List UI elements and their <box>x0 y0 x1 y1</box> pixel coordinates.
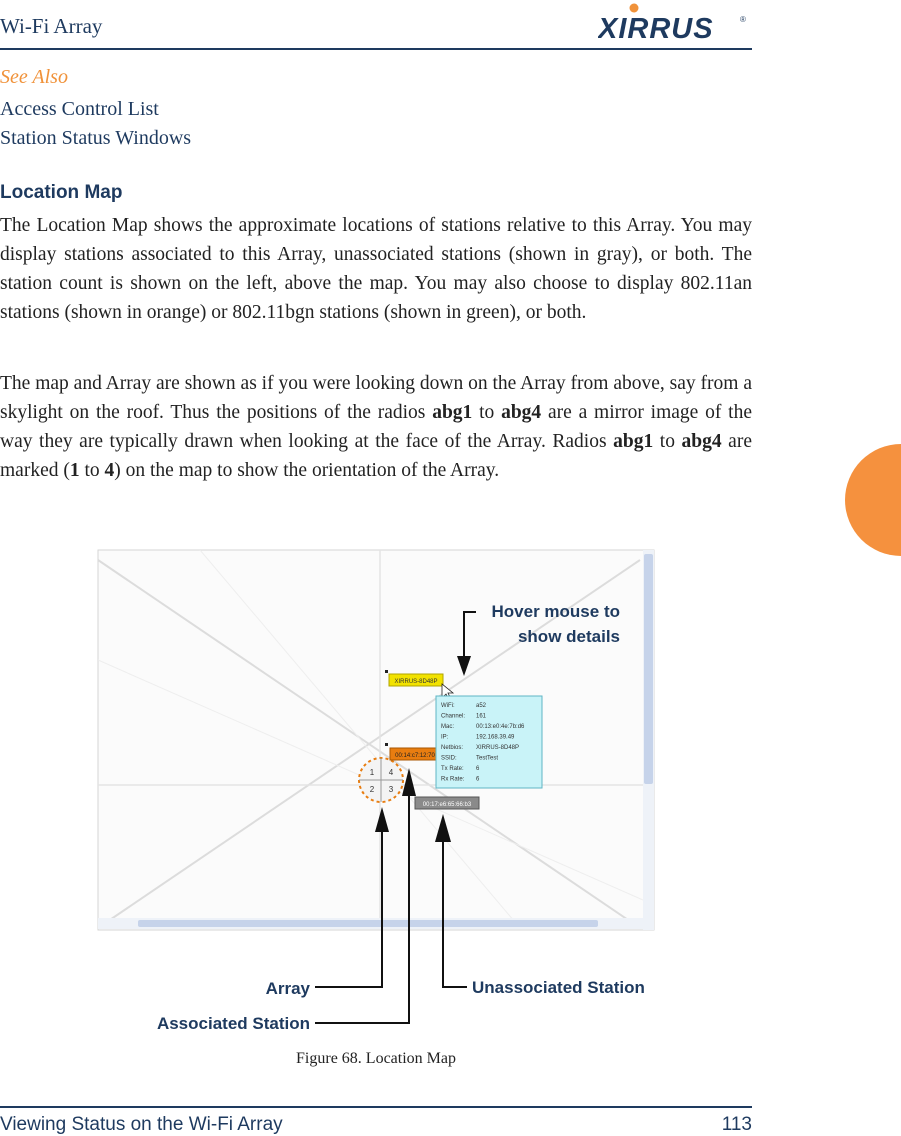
popup-key: WiFi: <box>441 703 455 709</box>
popup-value: TestTest <box>476 755 499 762</box>
bold-term: abg4 <box>681 431 722 452</box>
text-run: The map and Array are shown as if you were looking down on the Array from above, say from a skylight on the roof. Thus the positions of the radios <box>0 373 752 423</box>
logo-text: XIRRUS <box>598 13 714 42</box>
xirrus-logo <box>598 2 748 42</box>
popup-value: a52 <box>476 703 487 709</box>
bold-term: 1 <box>69 460 80 481</box>
array-marker[interactable] <box>359 758 403 802</box>
callout-unassociated: Unassociated Station <box>472 978 645 997</box>
radio-label-4: 4 <box>388 768 394 777</box>
popup-key: SSID: <box>441 755 457 762</box>
text-run: to <box>653 431 682 452</box>
callout-associated: Associated Station <box>156 1014 310 1030</box>
callout-hover-line2: show details <box>517 627 620 646</box>
footer-section-title: Viewing Status on the Wi-Fi Array <box>0 1114 283 1135</box>
section-heading: Location Map <box>0 182 123 203</box>
header-rule <box>0 48 752 50</box>
footer-rule <box>0 1106 752 1108</box>
popup-key: Tx Rate: <box>441 766 464 772</box>
side-tab-marker <box>845 444 901 556</box>
see-also-heading: See Also <box>0 66 68 88</box>
radio-label-1: 1 <box>369 768 375 777</box>
popup-value: 192.168.39.49 <box>476 734 515 741</box>
footer-page-number: 113 <box>721 1114 752 1135</box>
popup-value: 161 <box>476 713 487 720</box>
station-associated-label: 00:14:c7:12:70 <box>395 753 435 759</box>
bold-term: abg4 <box>501 402 542 423</box>
station-unassociated-label: 00:17:e6:65:66:b3 <box>422 802 472 808</box>
bold-term: abg1 <box>613 431 654 452</box>
popup-key: IP: <box>441 734 449 741</box>
body-paragraph-2 <box>0 369 752 485</box>
popup-value: 6 <box>476 776 480 783</box>
popup-value: 00:13:e0:4e:7b:d6 <box>476 724 525 730</box>
text-run: are a mirror image of the way they are typically drawn when looking at the face of the Array. Radios <box>0 402 752 452</box>
text-run: are marked ( <box>0 431 752 481</box>
popup-key: Rx Rate: <box>441 776 465 783</box>
popup-value: 6 <box>476 766 480 772</box>
location-map-figure <box>0 540 760 1030</box>
logo-dot <box>630 4 639 13</box>
popup-key: Channel: <box>441 713 466 720</box>
popup-key: Netbios: <box>441 745 464 751</box>
map-horizontal-scroll-thumb[interactable] <box>138 920 598 927</box>
bold-term: 4 <box>104 460 115 481</box>
callout-array: Array <box>265 979 310 998</box>
popup-key: Mac: <box>441 724 455 730</box>
station-details-popup <box>436 696 542 788</box>
body-paragraph-1 <box>0 211 752 327</box>
station-yellow-label: XIRRUS-8D48P <box>394 679 438 685</box>
radio-label-3: 3 <box>388 785 394 794</box>
text-run: to <box>79 460 105 481</box>
logo-registered: ® <box>740 15 746 24</box>
map-vertical-scroll-thumb[interactable] <box>644 554 653 784</box>
radio-label-2: 2 <box>369 785 375 794</box>
text-run: to <box>472 402 502 423</box>
popup-value: XIRRUS-8D48P <box>476 745 520 751</box>
header-title: Wi-Fi Array <box>0 14 103 38</box>
callout-hover-line1: Hover mouse to <box>491 602 620 621</box>
see-also-link-acl[interactable]: Access Control List <box>0 98 159 120</box>
bold-term: abg1 <box>432 402 473 423</box>
see-also-link-station-status[interactable]: Station Status Windows <box>0 127 192 149</box>
figure-caption: Figure 68. Location Map <box>296 1050 456 1067</box>
text-run: ) on the map to show the orientation of the Array. <box>114 460 500 481</box>
text-run: The Location Map shows the approximate locations of stations relative to this Array. You may display stations associated to this Array, unassociated stations (shown in gray), or both. The station count is shown on the left, above the map. You may also choose to display 802.11an stations (shown in orange) or 802.11bgn stations (shown in green), or both. <box>0 215 752 323</box>
